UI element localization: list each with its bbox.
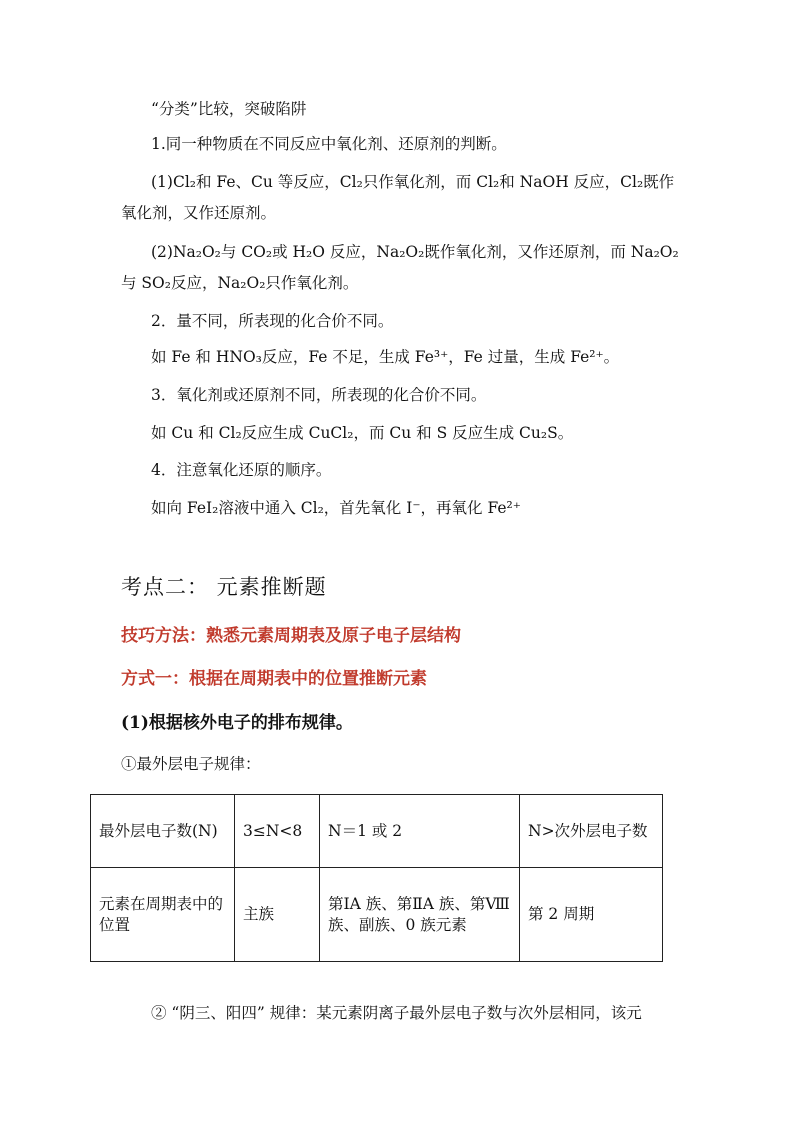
table-cell: 最外层电子数(N) — [91, 795, 235, 868]
point-3-example: 如 Cu 和 Cl₂反应生成 CuCl₂，而 Cu 和 S 反应生成 Cu₂S。 — [151, 424, 574, 442]
technique-heading: 技巧方法：熟悉元素周期表及原子电子层结构 — [121, 626, 461, 646]
point-1-example-2: (2)Na₂O₂与 CO₂或 H₂O 反应，Na₂O₂既作氧化剂，又作还原剂，而 Na₂O₂ — [151, 243, 679, 261]
table-cell: 元素在周期表中的位置 — [91, 868, 235, 962]
rule-heading: (1)根据核外电子的排布规律。 — [121, 713, 353, 733]
table-cell: 第ⅠA 族、第ⅡA 族、第Ⅷ族、副族、0 族元素 — [320, 868, 520, 962]
rule-2: ② “阴三、阳四” 规律：某元素阴离子最外层电子数与次外层相同，该元 — [151, 1004, 642, 1022]
point-3: 3．氧化剂或还原剂不同，所表现的化合价不同。 — [151, 386, 487, 404]
table-cell: 3≤N<8 — [235, 795, 320, 868]
text-classification-heading: “分类”比较，突破陷阱 — [151, 100, 307, 118]
section-title: 考点二： 元素推断题 — [121, 575, 327, 599]
point-2: 2．量不同，所表现的化合价不同。 — [151, 312, 394, 330]
rule-1-label: ①最外层电子规律： — [121, 755, 261, 773]
point-1: 1.同一种物质在不同反应中氧化剂、还原剂的判断。 — [151, 135, 507, 153]
table-row — [91, 868, 663, 962]
point-1-example-1-cont: 氧化剂，又作还原剂。 — [121, 204, 277, 222]
point-4-example: 如向 FeI₂溶液中通入 Cl₂，首先氧化 I⁻，再氧化 Fe²⁺ — [151, 499, 521, 517]
point-4: 4．注意氧化还原的顺序。 — [151, 461, 332, 479]
table-cell: N>次外层电子数 — [520, 795, 663, 868]
table-cell: 主族 — [235, 868, 320, 962]
point-1-example-1: (1)Cl₂和 Fe、Cu 等反应，Cl₂只作氧化剂，而 Cl₂和 NaOH 反应，Cl₂既作 — [151, 173, 675, 191]
point-1-example-2-cont: 与 SO₂反应，Na₂O₂只作氧化剂。 — [121, 274, 359, 292]
electron-rule-table — [90, 794, 663, 962]
table-cell: 第 2 周期 — [520, 868, 663, 962]
point-2-example: 如 Fe 和 HNO₃反应，Fe 不足，生成 Fe³⁺，Fe 过量，生成 Fe²⁺。 — [151, 348, 620, 366]
method-heading: 方式一：根据在周期表中的位置推断元素 — [121, 669, 427, 689]
table-row — [91, 795, 663, 868]
table-cell: N＝1 或 2 — [320, 795, 520, 868]
